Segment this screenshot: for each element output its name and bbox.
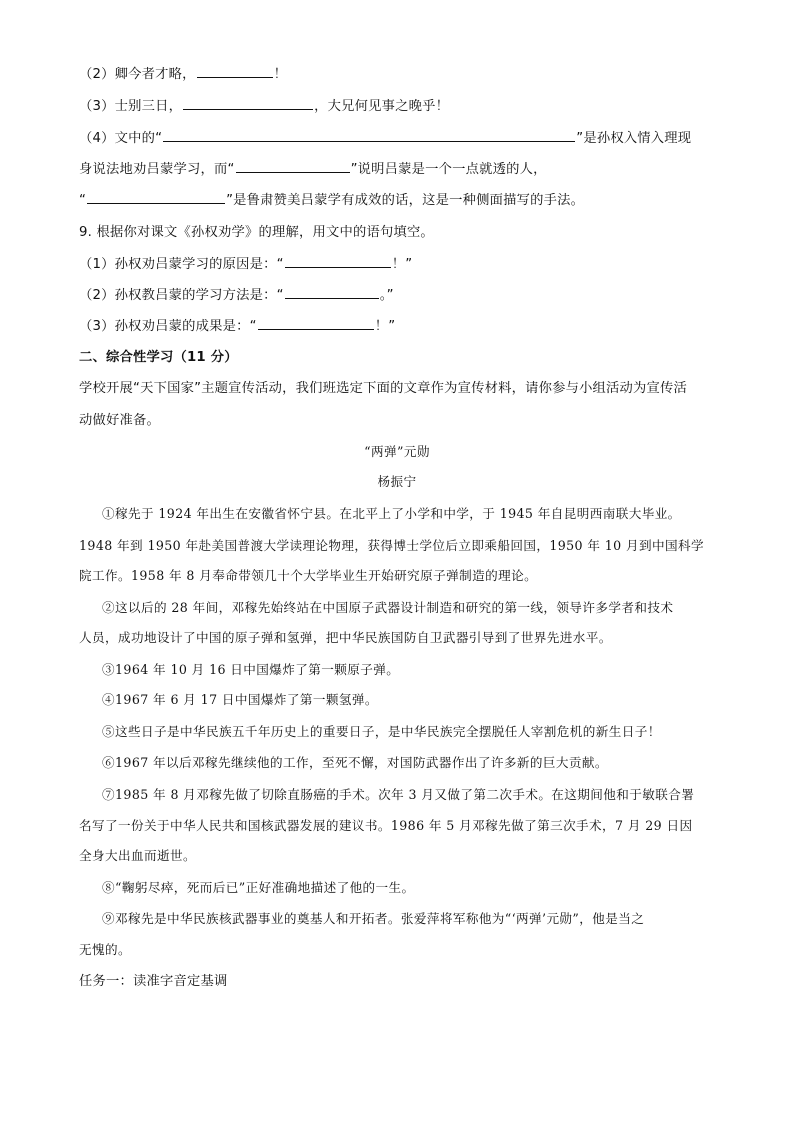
section-intro-line1: 学校开展“天下国家”主题宣传活动，我们班选定下面的文章作为宣传材料，请你参与小组活动为宣传活 [79,381,688,396]
article-line: 全身大出血而逝世。 [79,848,196,863]
article-line: ①稼先于 1924 年出生在安徽省怀宁县。在北平上了小学和中学，于 1945 年自昆明西南联大毕业。 [102,506,681,521]
article-line: ⑨邓稼先是中华民族核武器事业的奠基人和开拓者。张爱萍将军称他为“‘两弹’元勋”，他是当之 [102,911,645,926]
q8-item-4-blank-3 [87,191,225,204]
q8-item-4-line3 [79,191,584,211]
q8-item-4-suffix: ”是孙权入情入理现 [576,131,692,146]
q8-item-4-line2-suffix: ”说明吕蒙是一个一点就透的人， [350,162,547,177]
q9-item-1-blank [285,255,391,268]
article-line: 无愧的。 [79,942,131,957]
q8-item-3-prefix: （3）士别三日， [79,99,183,114]
q9-item-1-prefix: （1）孙权劝吕蒙学习的原因是：“ [79,257,284,272]
q8-item-3-suffix: ，大兄何见事之晚乎！ [314,99,450,114]
q9-item-3-suffix: ！” [374,319,396,334]
section-heading: 二、综合性学习（11 分） [79,350,238,365]
q9-item-1 [79,255,412,275]
q8-item-4-blank-1 [163,129,575,142]
article-line: ⑧“鞠躬尽瘁，死而后已”正好准确地描述了他的一生。 [102,880,415,895]
article-author: 杨振宁 [377,474,417,489]
q9-item-3-prefix: （3）孙权劝吕蒙的成果是：“ [79,319,257,334]
section-intro-line2: 动做好准备。 [79,413,160,428]
q8-item-4-line1 [79,129,691,149]
q9-item-2 [79,286,394,306]
q9-stem: 9. 根据你对课文《孙权劝学》的理解，用文中的语句填空。 [79,225,434,240]
q8-item-2-prefix: （2）卿今者才略， [79,67,196,82]
article-line: ③1964 年 10 月 16 日中国爆炸了第一颗原子弹。 [102,662,400,677]
article-line: 1948 年到 1950 年赴美国普渡大学读理论物理，获得博士学位后立即乘船回国，1950 年 10 月到中国科学 [79,538,704,553]
q8-item-2-blank [197,65,273,78]
q9-item-3-blank [258,317,374,330]
article-line: ⑥1967 年以后邓稼先继续他的工作，至死不懈，对国防武器作出了许多新的巨大贡献。 [102,755,608,770]
q9-item-1-suffix: ！” [391,257,413,272]
q8-item-4-line3-suffix: ”是鲁肃赞美吕蒙学有成效的话，这是一种侧面描写的手法。 [226,193,585,208]
article-line: ⑦1985 年 8 月邓稼先做了切除直肠癌的手术。次年 3 月又做了第二次手术。在这期间他和于敏联合署 [102,787,695,802]
q8-item-4-line3-prefix: “ [79,193,87,208]
q8-item-4-line2 [79,160,547,180]
q8-item-4-prefix: （4）文中的“ [79,131,163,146]
article-line: ④1967 年 6 月 17 日中国爆炸了第一颗氢弹。 [102,692,378,707]
q9-item-2-prefix: （2）孙权教吕蒙的学习方法是：“ [79,288,284,303]
article-line: 院工作。1958 年 8 月奉命带领几十个大学毕业生开始研究原子弹制造的理论。 [79,568,538,583]
article-line: ⑤这些日子是中华民族五千年历史上的重要日子，是中华民族完全摆脱任人宰割危机的新生日子！ [102,724,661,739]
q9-item-2-suffix: 。” [379,288,394,303]
q8-item-4-blank-2 [236,160,350,173]
q8-item-2 [79,65,287,85]
article-line: ②这以后的 28 年间，邓稼先始终站在中国原子武器设计制造和研究的第一线，领导许多学者和技术 [102,600,674,615]
article-title: “两弹”元勋 [364,444,430,459]
article-line: 人员，成功地设计了中国的原子弹和氢弹，把中华民族国防自卫武器引导到了世界先进水平。 [79,630,612,645]
q9-item-3 [79,317,395,337]
q9-item-2-blank [285,286,379,299]
q8-item-2-suffix: ！ [273,67,288,82]
q8-item-4-line2-prefix: 身说法地劝吕蒙学习，而“ [79,162,235,177]
task-1-heading: 任务一：读准字音定基调 [79,974,228,989]
q8-item-3 [79,97,449,117]
article-line: 名写了一份关于中华人民共和国核武器发展的建议书。1986 年 5 月邓稼先做了第三次手术，7 月 29 日因 [79,818,693,833]
q8-item-3-blank [183,97,313,110]
